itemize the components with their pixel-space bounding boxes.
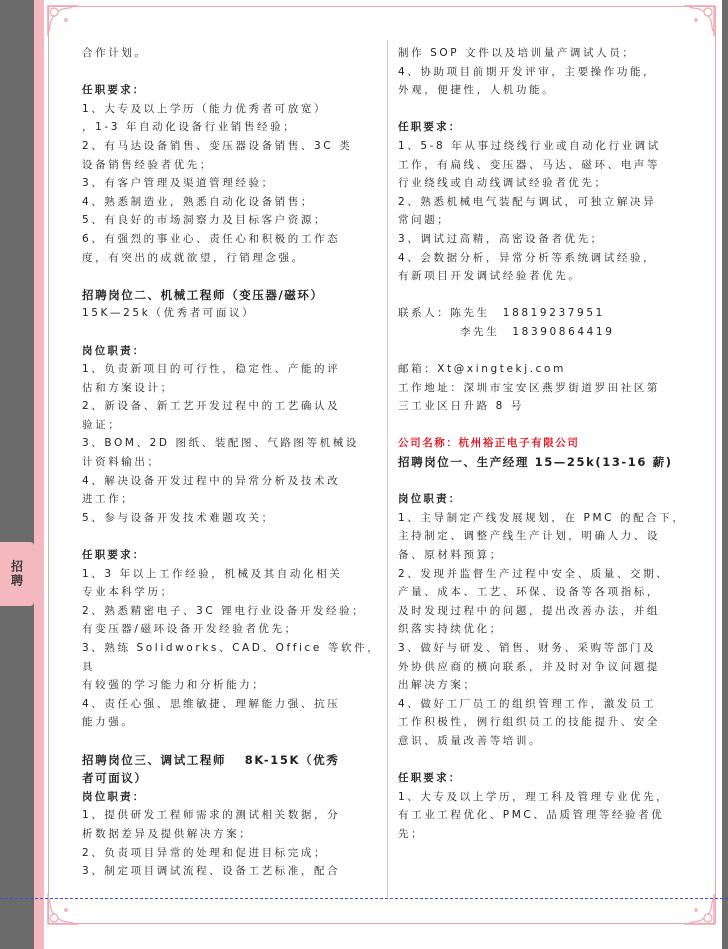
text-line: 3、制定项目调试流程、设备工艺标准，配合 (82, 865, 341, 878)
text-line: 1、主导制定产线发展规划，在 PMC 的配合下， (398, 511, 686, 524)
text-line: 1、5-8 年从事过绕线行业或自动化行业调试 (398, 139, 661, 152)
page-break-line (0, 898, 728, 899)
text-line: 估和方案设计； (82, 381, 174, 394)
text-line: 2、发现并监督生产过程中安全、质量、交期、 (398, 567, 670, 580)
text-line: 常问题； (398, 214, 451, 227)
text-line: 1、大专及以上学历（能力优秀者可放宽） (82, 102, 328, 115)
text-line: 2、熟悉机械电气装配与调试，可独立解决异 (398, 195, 657, 208)
text-line: 邮箱：Xt@xingtekj.com (398, 363, 566, 376)
section-heading: 岗位职责： (82, 344, 146, 357)
section-tab-label: 招聘 (9, 560, 24, 588)
text-line: 有工业工程优化、PMC、品质管理等经验者优 (398, 809, 665, 822)
right-column (398, 44, 690, 844)
text-line: 工作地址：深圳市宝安区燕罗街道罗田社区第 (398, 381, 660, 394)
section-heading: 任职要求： (82, 549, 146, 562)
text-line: 备、原材料预算； (398, 549, 503, 562)
text-line: 5、参与设备开发技术难题攻关； (82, 511, 275, 524)
spacer (398, 100, 690, 119)
text-line: 联系人：陈先生 18819237951 (398, 307, 605, 320)
text-line: 3、调试过高精，高密设备者优先； (398, 232, 604, 245)
text-line: 3、熟练 Solidworks、CAD、Office 等软件，具 (82, 642, 381, 673)
corner-ornament-icon (44, 2, 82, 40)
spacer (398, 342, 690, 361)
text-line: 4、熟悉制造业，熟悉自动化设备销售； (82, 195, 314, 208)
position-heading: 招聘岗位一、生产经理 15—25k(13-16 薪) (398, 455, 673, 470)
viewer-margin-right (722, 0, 728, 949)
text-line: 有变压器/磁环设备开发经验者优先； (82, 623, 298, 636)
text-line: 外协供应商的横向联系，并及时对争议问题提 (398, 660, 660, 673)
spacer (82, 267, 382, 286)
text-line: 1、大专及以上学历，理工科及管理专业优先， (398, 790, 670, 803)
text-line: 2、负责项目异常的处理和促进目标完成； (82, 846, 328, 859)
text-line: 主持制定、调整产线生产计划，明确人力、设 (398, 530, 660, 543)
spacer (82, 323, 382, 342)
text-line: 三工业区日升路 8 号 (398, 400, 524, 413)
text-line: 3、BOM、2D 图纸、装配图、气路图等机械设 (82, 437, 359, 450)
text-line: 计资料输出； (82, 456, 161, 469)
text-line: 织落实持续优化； (398, 623, 503, 636)
text-line: 2、熟悉精密电子、3C 锂电行业设备开发经验； (82, 604, 366, 617)
text-line: 4、做好工厂员工的组织管理工作，激发员工 (398, 697, 657, 710)
text-line: 度，有突出的成就欲望，行销理念强。 (82, 251, 305, 264)
text-line: 及时发现过程中的问题，提出改善办法，并组 (398, 604, 660, 617)
section-tab[interactable] (0, 542, 34, 606)
text-line: 4、责任心强、思维敏捷、理解能力强、抗压 (82, 697, 341, 710)
position-heading: 招聘岗位二、机械工程师（变压器/磁环） (82, 287, 324, 302)
text-line: 工作积极性，例行组织员工的技能提升、安全 (398, 716, 660, 729)
text-line: 4、解决设备开发过程中的异常分析及技术改 (82, 474, 341, 487)
position-heading: 招聘岗位三、调试工程师 8K-15K（优秀 (82, 752, 340, 767)
corner-ornament-icon (680, 2, 718, 40)
text-line: 有新项目开发调试经验者优先。 (398, 270, 582, 283)
text-line: 行业绕线或自动线调试经验者优先； (398, 177, 608, 190)
spacer (82, 732, 382, 751)
spacer (398, 416, 690, 435)
text-line: 3、有客户管理及渠道管理经验； (82, 177, 275, 190)
section-heading: 任职要求： (398, 121, 462, 134)
text-line: 出解决方案； (398, 679, 477, 692)
position-heading: 者可面议） (82, 771, 148, 786)
text-line: 李先生 18390864419 (460, 325, 615, 338)
text-line: 2、有马达设备销售、变压器设备销售、3C 类 (82, 139, 353, 152)
text-line: 制作 SOP 文件以及培训量产调试人员； (398, 47, 636, 59)
spacer (398, 286, 690, 305)
spacer (82, 527, 382, 546)
left-column (82, 44, 382, 881)
corner-ornament-icon (680, 890, 718, 928)
text-line: 意识、质量改善等培训。 (398, 734, 543, 747)
text-line: 进工作； (82, 493, 135, 506)
section-heading: 任职要求： (82, 84, 146, 97)
text-line: 析数据差异及提供解决方案； (82, 827, 253, 840)
spacer (398, 751, 690, 770)
text-line: 1、提供研发工程师需求的测试相关数据，分 (82, 809, 341, 822)
section-heading: 岗位职责： (82, 790, 146, 803)
text-line: 专业本科学历； (82, 586, 174, 599)
text-line: 4、会数据分析，异常分析等系统调试经验， (398, 251, 657, 264)
text-line: 1、3 年以上工作经验，机械及其自动化相关 (82, 567, 343, 580)
text-line: 先； (398, 827, 425, 840)
text-line: 15K—25k（优秀者可面议） (82, 307, 256, 320)
text-line: 4、协助项目前期开发评审，主要操作功能， (398, 65, 657, 78)
text-line: 工作，有扁线、变压器、马达、磁环、电声等 (398, 158, 660, 171)
text-line: 能力强。 (82, 716, 135, 729)
company-name: 公司名称：杭州裕正电子有限公司 (398, 437, 580, 450)
text-line: 设备销售经验者优先； (82, 158, 213, 171)
section-heading: 任职要求： (398, 772, 462, 785)
text-line: 有较强的学习能力和分析能力； (82, 679, 266, 692)
viewer-margin-left (0, 0, 34, 949)
text-line: 3、做好与研发、销售、财务、采购等部门及 (398, 642, 657, 654)
text-line: 2、新设备、新工艺开发过程中的工艺确认及 (82, 400, 341, 413)
text-line: 1、负责新项目的可行性，稳定性、产能的评 (82, 363, 341, 376)
text-line: 外观，便捷性，人机功能。 (398, 84, 556, 97)
spacer (82, 63, 382, 82)
page-binding-strip (34, 0, 44, 949)
text-line: 合作计划。 (82, 47, 148, 59)
text-line: 产量、成本、工艺、环保、设备等各项指标， (398, 586, 660, 599)
spacer (398, 472, 690, 491)
section-heading: 岗位职责： (398, 493, 462, 506)
text-line: 6、有强烈的事业心、责任心和积极的工作态 (82, 232, 341, 245)
text-line: 5、有良好的市场洞察力及目标客户资源； (82, 214, 328, 227)
corner-ornament-icon (44, 890, 82, 928)
column-divider (387, 40, 388, 898)
text-line: ，1-3 年自动化设备行业销售经验； (82, 121, 297, 134)
text-line: 验证； (82, 418, 122, 431)
